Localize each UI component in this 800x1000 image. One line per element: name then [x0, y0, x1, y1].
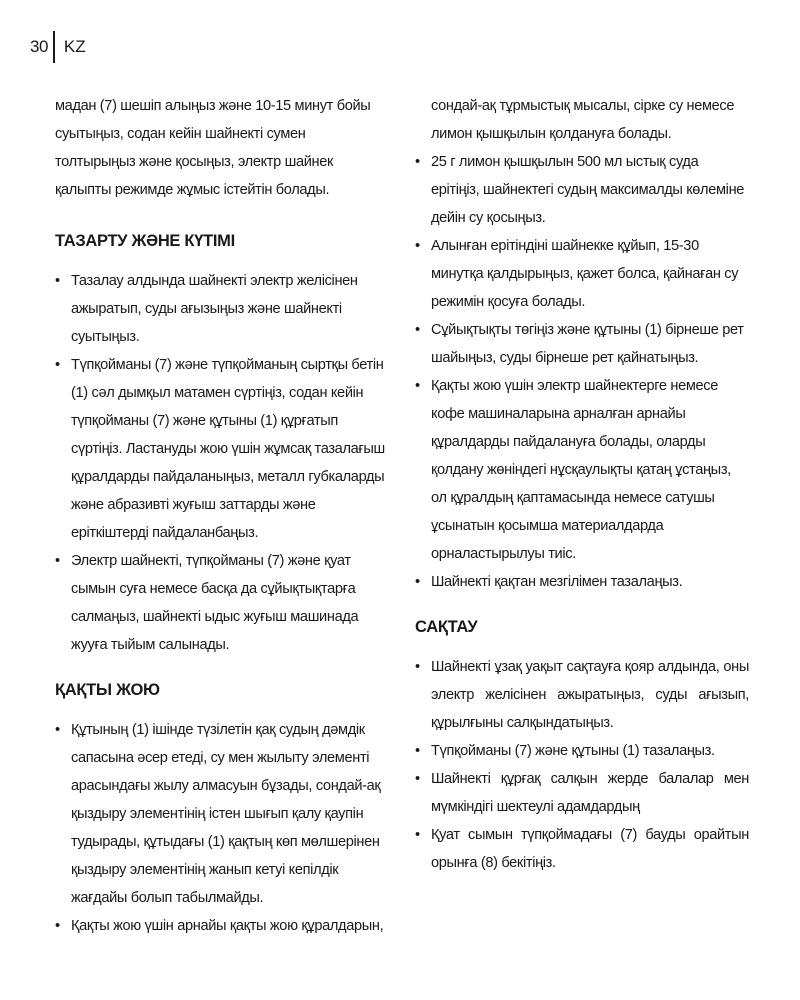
header-divider — [53, 31, 55, 63]
list-item: • Шайнекті қақтан мезгілімен тазалаңыз. — [415, 568, 749, 596]
list-item: • Құтының (1) ішінде түзілетін қақ судың дәмдік сапасына әсер етеді, су мен жылыту элементі арасындағы жылу алмасуын бұзады, сондай-ақ қыздыру элементінің істен шығып қалу қаупін тудырады, құтыдағы (1) қақтың көп мөлшерінен қыздыру элементінің жанып кетуі кепілдік жағдайы болып табылмайды. — [55, 716, 389, 912]
list-item: • Шайнекті құрғақ салқын жерде балалар мен мүмкіндігі шектеулі адамдардың — [415, 765, 749, 821]
list-item: • 25 г лимон қышқылын 500 мл ыстық суда ерітіңіз, шайнектегі судың максималды көлеміне дейін су қосыңыз. — [415, 148, 749, 232]
list-item: • Түпқойманы (7) және түпқойманың сыртқы бетін (1) сәл дымқыл матамен сүртіңіз, содан кейін түпқойманы (7) және құтыны (1) құрғатып сүртіңіз. Ластануды жою үшін жұмсақ тазалағыш құралдарды пайдаланыңыз, металл губкаларды және абразивті жуғыш заттарды және еріткіштерді пайдаланбаңыз. — [55, 351, 389, 547]
intro-paragraph: мадан (7) шешіп алыңыз және 10-15 минут бойы суытыңыз, содан кейін шайнекті сумен толтырыңыз және қосыңыз, электр шайнек қалыпты режимде жұмыс істейтін болады. — [55, 98, 371, 198]
page-header — [30, 30, 86, 64]
list-item: • Қақты жою үшін арнайы қақты жою құралдарын, — [55, 912, 389, 940]
list-item: • Сұйықтықты төгіңіз және құтыны (1) бірнеше рет шайыңыз, суды бірнеше рет қайнатыңыз. — [415, 316, 749, 372]
page-number: 30 — [30, 37, 48, 56]
left-column — [55, 92, 389, 940]
right-column — [415, 92, 749, 877]
list-item: • Алынған ерітіндіні шайнекке құйып, 15-30 минутқа қалдырыңыз, қажет болса, қайнаған су режимін қосуға болады. — [415, 232, 749, 316]
list-item: • Тазалау алдында шайнекті электр желісінен ажыратып, суды ағызыңыз және шайнекті суытыңыз. — [55, 267, 389, 351]
section-heading-descaling: ҚАҚТЫ ЖОЮ — [55, 681, 160, 699]
section-heading-cleaning: ТАЗАРТУ ЖӘНЕ КҮТІМІ — [55, 232, 235, 250]
list-item: • Электр шайнекті, түпқойманы (7) және қуат сымын суға немесе басқа да сұйықтықтарға салмаңыз, шайнекті ыдыс жуғыш машинада жууға тыйым салынады. — [55, 547, 389, 659]
storage-list — [415, 653, 749, 877]
list-item: • Түпқойманы (7) және құтыны (1) тазалаңыз. — [415, 737, 749, 765]
cleaning-list — [55, 267, 389, 659]
list-item: • Қуат сымын түпқоймадағы (7) бауды орайтын орынға (8) бекітіңіз. — [415, 821, 749, 877]
section-heading-storage: САҚТАУ — [415, 618, 478, 636]
language-code: KZ — [63, 37, 86, 56]
list-item: • Шайнекті ұзақ уақыт сақтауға қояр алдында, оны электр желісінен ажыратыңыз, суды ағызып, құрылғыны салқындатыңыз. — [415, 653, 749, 737]
descaling-steps-list — [415, 148, 749, 596]
descaling-list — [55, 716, 389, 940]
continuation-paragraph: сондай-ақ тұрмыстық мысалы, сірке су немесе лимон қышқылын қолдануға болады. — [431, 98, 735, 142]
list-item: • Қақты жою үшін электр шайнектерге немесе кофе машиналарына арналған арнайы құралдарды пайдалануға болады, оларды қолдану жөніндегі нұсқаулықты қатаң ұстаңыз, ол құралдың қаптамасында немесе сатушы ұсынатын қосымша материалдарда орналастырылуы тиіс. — [415, 372, 749, 568]
